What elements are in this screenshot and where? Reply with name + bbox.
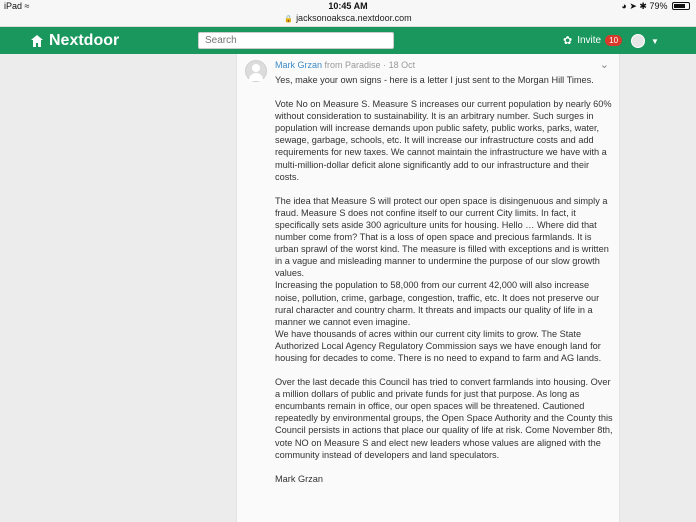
device-name: iPad <box>4 1 23 11</box>
post-paragraph: The idea that Measure S will protect our open space is disingenuous and simply a fraud. Measure S does not confine itself to our current City limits. In fact, it specifically sets aside 300 agriculture units for housing. Hello … Where did that number come from? That is a loss of open space and precious farmlands. It is urban sprawl of the worst kind. The measure is filled with exceptions and is written in a vague and misleading manner to undermine the purpose of our slow growth values. Increasing the population to 58,000 from our current 42,000 will also increase noise, pollution, crime, garbage, congestion, traffic, etc. It does not preserve our rural character and country charm. It threats and impacts our quality of life in a manner we cannot even imagine. We have thousands of acres within our current city limits to grow. The State Authorized Local Agency Regulatory Commission says we have enough land for housing for decades to come. There is no need to expand to farm and AG lands. <box>275 195 609 363</box>
post-card <box>236 54 620 522</box>
battery-level <box>674 4 685 8</box>
avatar-head <box>252 64 260 72</box>
location-icon: ➤ <box>629 1 637 11</box>
author-avatar[interactable] <box>245 60 267 82</box>
post-meta <box>275 60 415 70</box>
address-bar[interactable] <box>0 13 696 27</box>
nextdoor-logo[interactable] <box>30 32 119 50</box>
ios-status-bar <box>0 0 696 13</box>
post-body <box>275 74 616 497</box>
leaf-icon: ✿ <box>563 35 573 47</box>
search-input[interactable] <box>198 32 394 49</box>
post-paragraph: Yes, make your own signs - here is a letter I just sent to the Morgan Hill Times. <box>275 75 594 85</box>
lock-icon: 🔒 <box>284 16 294 23</box>
clock: 10:45 AM <box>328 1 368 11</box>
post-signature: Mark Grzan <box>275 473 323 484</box>
author-name[interactable]: Mark Grzan <box>275 60 323 70</box>
invite-label: Invite <box>577 35 602 46</box>
bluetooth-icon: ✱ <box>639 1 647 11</box>
top-nav <box>0 27 696 54</box>
battery-percent: 79% <box>649 1 668 11</box>
wifi-icon: ≈ <box>24 1 30 11</box>
invite-button[interactable] <box>563 34 622 47</box>
invite-count-badge: 10 <box>605 35 622 46</box>
orientation-lock-icon: ◕ <box>621 1 627 11</box>
post-paragraph: Vote No on Measure S. Measure S increases our current population by nearly 60% without consideration to sustainability. It is an arbitrary number. Such surges in population will increase demands upon public safety, public works, parks, water, sewage, garbage, schools, etc. It will increase our infrastructure costs and add requirements for new taxes. We cannot maintain the infrastructure we have with a multi-million-dollar deficit alone significantly add to our infrastructure and their costs. <box>275 99 615 182</box>
status-right <box>621 1 690 12</box>
profile-avatar[interactable] <box>631 34 645 48</box>
meta-separator: · <box>383 60 389 70</box>
chevron-down-icon[interactable]: ⌄ <box>599 59 609 71</box>
battery-icon <box>672 2 690 10</box>
post-paragraph: Over the last decade this Council has tried to convert farmlands into housing. Over a million dollars of public and private funds for just that purpose. As long as encumbants remain in office, our open spaces will be threatened. Cautioned repeatedly by environmental groups, the Open Space Authority and the County this Council persists in actions that place our quality of life at risk. Come November 8th, vote NO on Measure S and elect new leaders whose values are aligned with the community instead of developers and land speculators. <box>275 377 616 460</box>
post-date: 18 Oct <box>388 60 416 70</box>
avatar-body <box>249 73 263 81</box>
url-text: jacksonoaksca.nextdoor.com <box>296 13 412 23</box>
author-location: from Paradise <box>324 60 381 70</box>
chevron-down-icon[interactable]: ▼ <box>651 37 659 46</box>
house-icon <box>30 34 44 48</box>
brand-name: Nextdoor <box>49 32 120 49</box>
